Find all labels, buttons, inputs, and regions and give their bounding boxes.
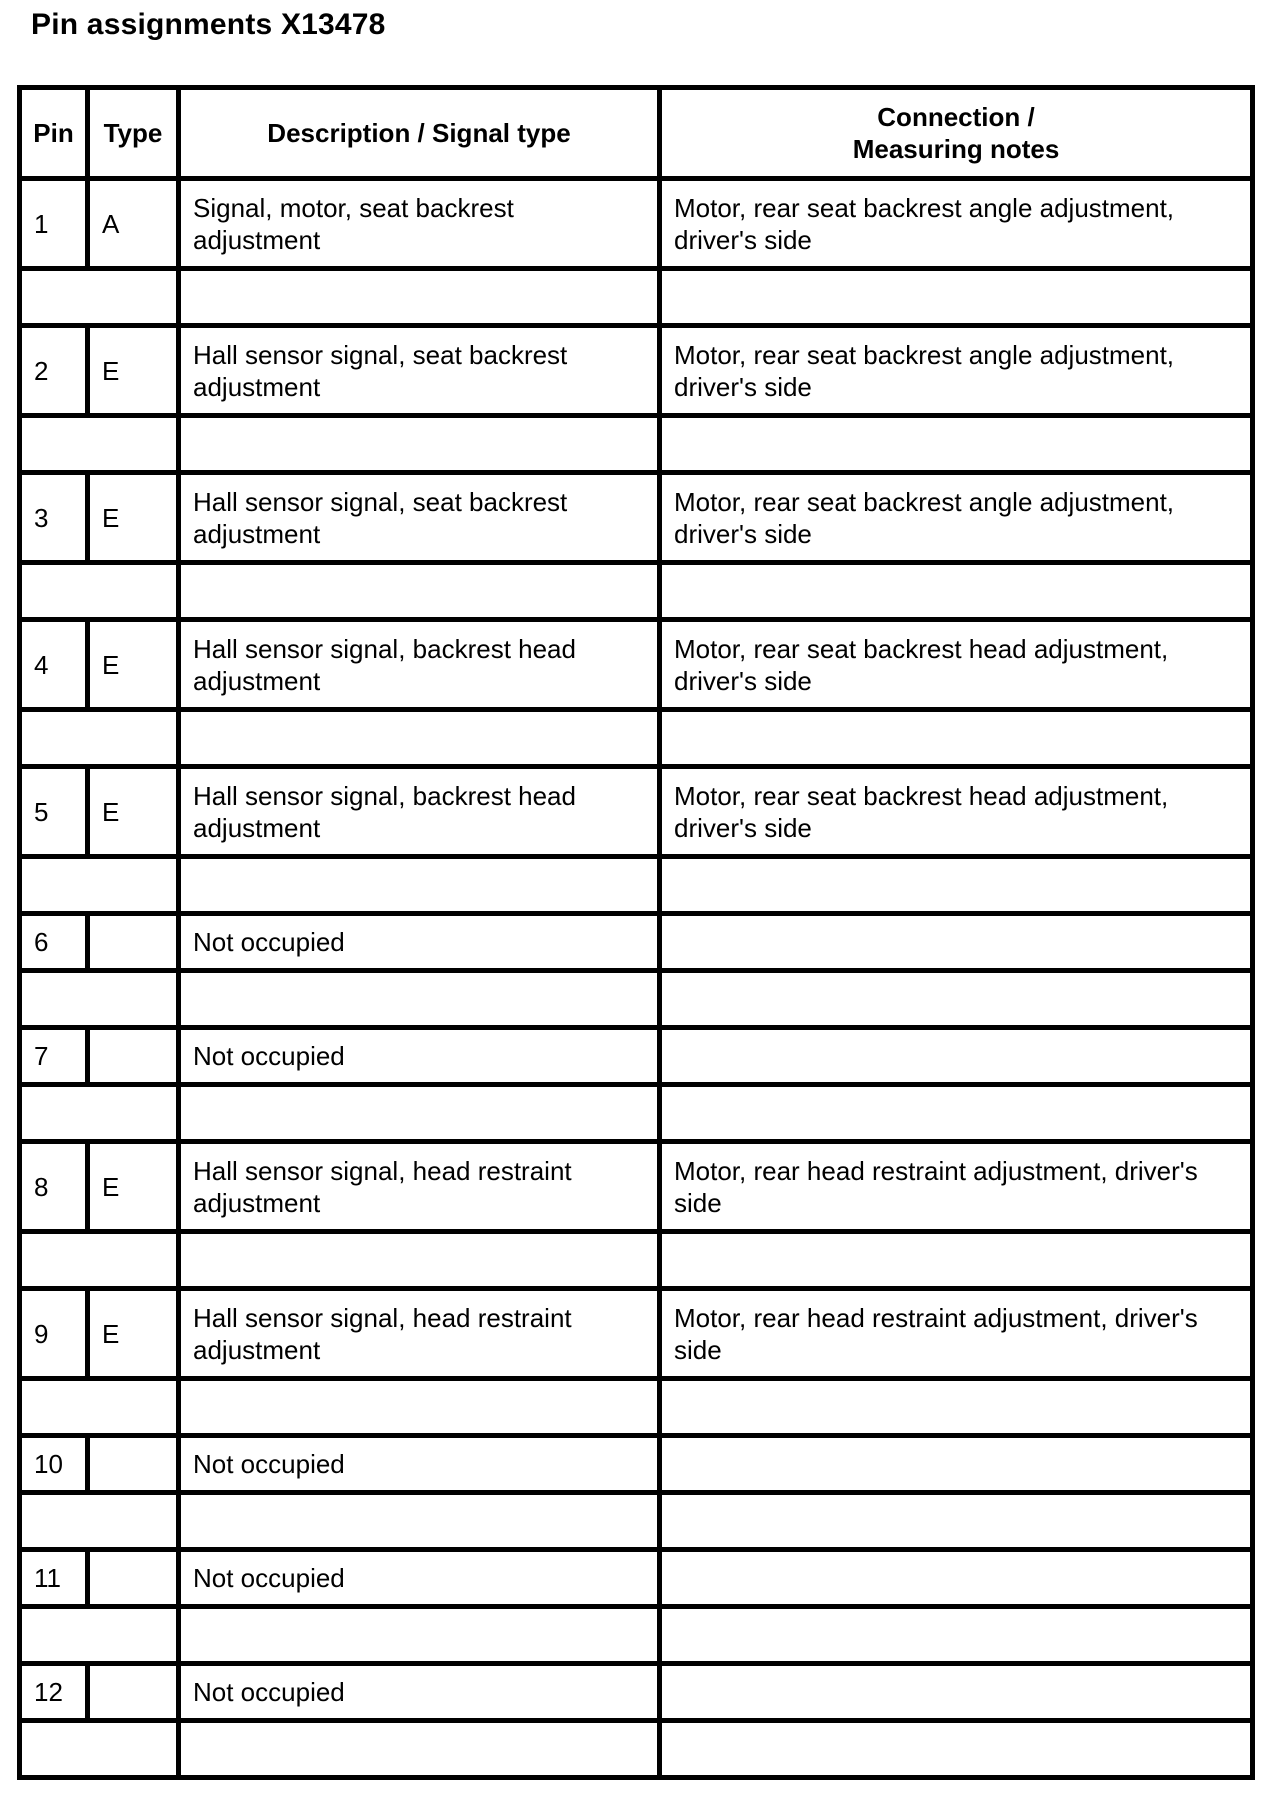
description-cell: Not occupied	[179, 1550, 660, 1607]
spacer-cell	[179, 1607, 660, 1664]
pin-cell: 5	[20, 767, 88, 857]
pin-cell: 7	[20, 1028, 88, 1085]
table-header-row	[20, 88, 1253, 179]
description-cell: Hall sensor signal, backrest head adjustment	[179, 767, 660, 857]
type-cell: A	[88, 179, 179, 269]
pin-cell: 6	[20, 914, 88, 971]
spacer-cell	[179, 563, 660, 620]
table-row	[20, 1142, 1253, 1232]
connection-cell: Motor, rear seat backrest angle adjustment, driver's side	[660, 326, 1253, 416]
spacer-cell	[20, 563, 179, 620]
table-row	[20, 1664, 1253, 1721]
header-pin: Pin	[20, 88, 88, 179]
spacer-cell	[20, 416, 179, 473]
pin-cell: 4	[20, 620, 88, 710]
pin-cell: 2	[20, 326, 88, 416]
header-description: Description / Signal type	[179, 88, 660, 179]
connection-cell	[660, 1664, 1253, 1721]
spacer-cell	[179, 269, 660, 326]
spacer-cell	[179, 1721, 660, 1778]
pin-cell: 11	[20, 1550, 88, 1607]
type-cell: E	[88, 326, 179, 416]
spacer-cell	[660, 1721, 1253, 1778]
table-row	[20, 914, 1253, 971]
connection-cell: Motor, rear head restraint adjustment, driver's side	[660, 1142, 1253, 1232]
spacer-cell	[20, 1721, 179, 1778]
table-row	[20, 473, 1253, 563]
spacer-cell	[20, 971, 179, 1028]
connection-cell: Motor, rear seat backrest head adjustment, driver's side	[660, 767, 1253, 857]
connection-cell	[660, 1436, 1253, 1493]
spacer-cell	[660, 1232, 1253, 1289]
description-cell: Hall sensor signal, head restraint adjustment	[179, 1142, 660, 1232]
spacer-row	[20, 1493, 1253, 1550]
type-cell	[88, 1550, 179, 1607]
spacer-cell	[179, 416, 660, 473]
type-cell	[88, 1664, 179, 1721]
description-cell: Not occupied	[179, 914, 660, 971]
header-connection-line2: Measuring notes	[852, 134, 1060, 164]
spacer-row	[20, 1085, 1253, 1142]
description-cell: Not occupied	[179, 1436, 660, 1493]
description-cell: Not occupied	[179, 1664, 660, 1721]
table-row	[20, 326, 1253, 416]
spacer-cell	[660, 971, 1253, 1028]
spacer-cell	[179, 710, 660, 767]
spacer-cell	[20, 857, 179, 914]
pin-cell: 10	[20, 1436, 88, 1493]
spacer-cell	[20, 1493, 179, 1550]
table-row	[20, 767, 1253, 857]
connection-cell	[660, 1028, 1253, 1085]
spacer-cell	[179, 857, 660, 914]
table-row	[20, 1289, 1253, 1379]
header-type: Type	[88, 88, 179, 179]
table-row	[20, 620, 1253, 710]
spacer-cell	[660, 1085, 1253, 1142]
spacer-cell	[20, 1607, 179, 1664]
description-cell: Signal, motor, seat backrest adjustment	[179, 179, 660, 269]
spacer-row	[20, 1379, 1253, 1436]
type-cell	[88, 1436, 179, 1493]
spacer-row	[20, 1721, 1253, 1778]
table-row	[20, 1550, 1253, 1607]
description-cell: Hall sensor signal, head restraint adjustment	[179, 1289, 660, 1379]
table-row	[20, 1436, 1253, 1493]
spacer-cell	[179, 1085, 660, 1142]
spacer-row	[20, 971, 1253, 1028]
type-cell	[88, 1028, 179, 1085]
spacer-cell	[660, 1379, 1253, 1436]
type-cell: E	[88, 1289, 179, 1379]
connection-cell: Motor, rear seat backrest angle adjustment, driver's side	[660, 179, 1253, 269]
spacer-cell	[179, 1379, 660, 1436]
connection-cell: Motor, rear seat backrest angle adjustment, driver's side	[660, 473, 1253, 563]
connection-cell: Motor, rear seat backrest head adjustment, driver's side	[660, 620, 1253, 710]
table-row	[20, 1028, 1253, 1085]
description-cell: Hall sensor signal, seat backrest adjustment	[179, 473, 660, 563]
spacer-row	[20, 1607, 1253, 1664]
type-cell: E	[88, 767, 179, 857]
spacer-cell	[179, 1232, 660, 1289]
page-title: Pin assignments X13478	[31, 8, 386, 41]
header-connection	[660, 88, 1253, 179]
type-cell: E	[88, 1142, 179, 1232]
spacer-cell	[20, 710, 179, 767]
description-cell: Not occupied	[179, 1028, 660, 1085]
spacer-row	[20, 1232, 1253, 1289]
type-cell	[88, 914, 179, 971]
table-row	[20, 179, 1253, 269]
spacer-cell	[179, 971, 660, 1028]
spacer-row	[20, 857, 1253, 914]
spacer-row	[20, 710, 1253, 767]
connection-cell	[660, 1550, 1253, 1607]
description-cell: Hall sensor signal, seat backrest adjustment	[179, 326, 660, 416]
type-cell: E	[88, 620, 179, 710]
pin-cell: 9	[20, 1289, 88, 1379]
spacer-cell	[20, 1085, 179, 1142]
spacer-cell	[20, 1232, 179, 1289]
spacer-cell	[179, 1493, 660, 1550]
spacer-cell	[660, 269, 1253, 326]
pin-cell: 12	[20, 1664, 88, 1721]
spacer-row	[20, 416, 1253, 473]
pin-cell: 1	[20, 179, 88, 269]
connection-cell	[660, 914, 1253, 971]
spacer-row	[20, 563, 1253, 620]
type-cell: E	[88, 473, 179, 563]
spacer-cell	[660, 857, 1253, 914]
spacer-cell	[660, 1607, 1253, 1664]
spacer-row	[20, 269, 1253, 326]
spacer-cell	[20, 1379, 179, 1436]
description-cell: Hall sensor signal, backrest head adjustment	[179, 620, 660, 710]
spacer-cell	[660, 563, 1253, 620]
spacer-cell	[660, 1493, 1253, 1550]
header-connection-line1: Connection /	[877, 102, 1035, 132]
spacer-cell	[660, 416, 1253, 473]
pin-cell: 3	[20, 473, 88, 563]
pin-assignment-table	[17, 85, 1255, 1780]
connection-cell: Motor, rear head restraint adjustment, driver's side	[660, 1289, 1253, 1379]
spacer-cell	[660, 710, 1253, 767]
pin-cell: 8	[20, 1142, 88, 1232]
spacer-cell	[20, 269, 179, 326]
